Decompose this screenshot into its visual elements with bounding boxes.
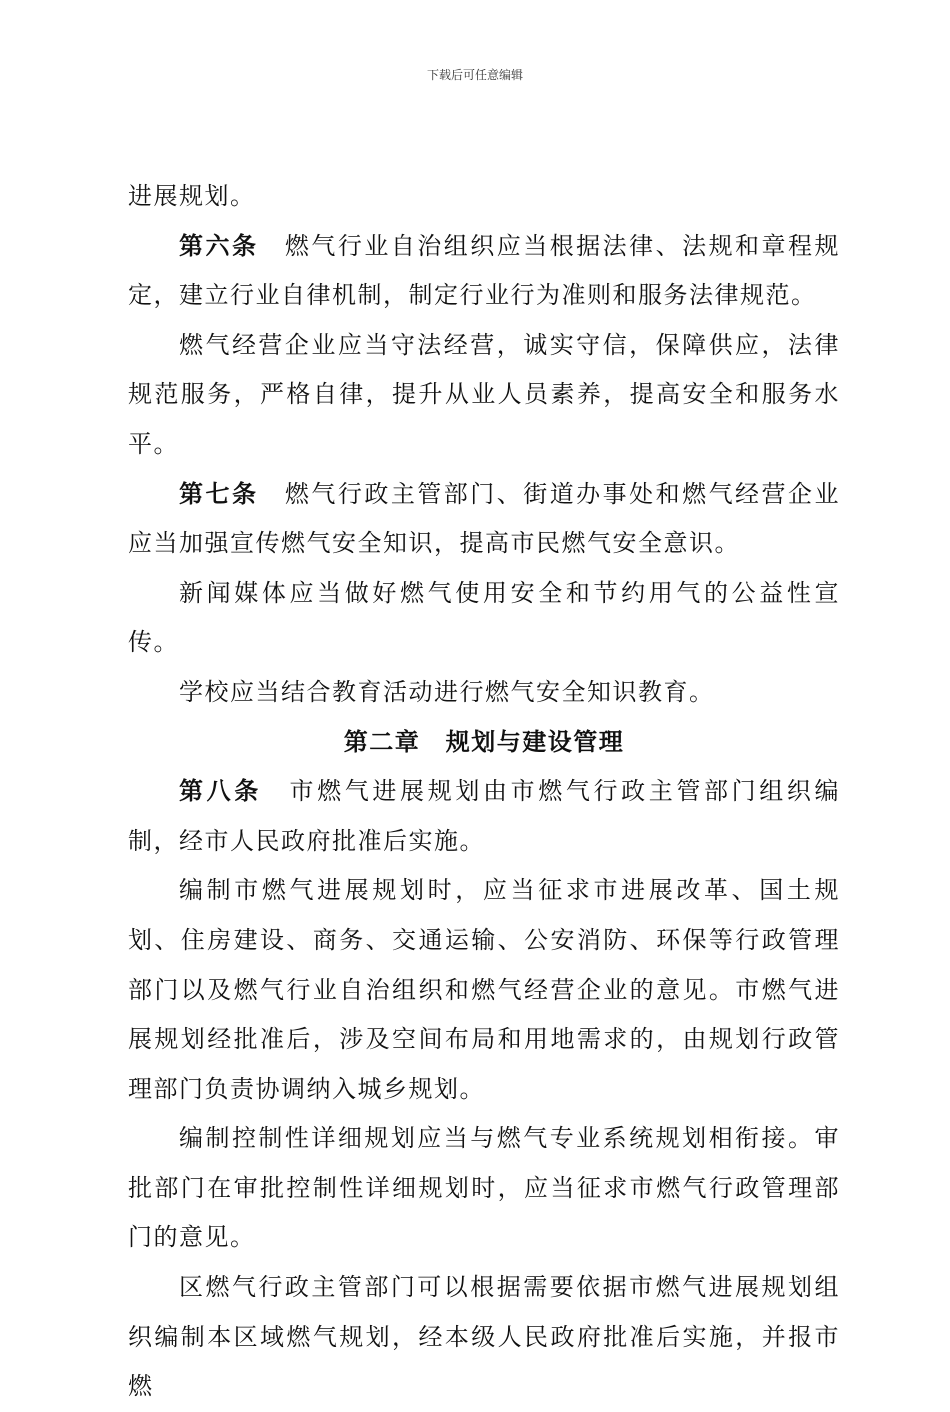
paragraph-continuation: 进展规划。 — [128, 182, 256, 210]
article-7 — [128, 470, 840, 569]
paragraph: 区燃气行政主管部门可以根据需要依据市燃气进展规划组织编制本区域燃气规划，经本级人民政府批准后实施，并报市燃 — [128, 1273, 840, 1401]
paragraph: 编制市燃气进展规划时，应当征求市进展改革、国土规划、住房建设、商务、交通运输、公安消防、环保等行政管理部门以及燃气行业自治组织和燃气经营企业的意见。市燃气进展规划经批准后，涉及空间布局和用地需求的，由规划行政管理部门负责协调纳入城乡规划。 — [128, 876, 840, 1103]
paragraph: 学校应当结合教育活动进行燃气安全知识教育。 — [179, 677, 715, 706]
paragraph: 燃气经营企业应当守法经营，诚实守信，保障供应，法律规范服务，严格自律，提升从业人员素养，提高安全和服务水平。 — [128, 330, 840, 458]
article-text: 燃气行业自治组织应当根据法律、法规和章程规定，建立行业自律机制，制定行业行为准则和服务法律规范。 — [128, 231, 840, 310]
article-text: 市燃气进展规划由市燃气行政主管部门组织编制，经市人民政府批准后实施。 — [128, 777, 841, 855]
document-body — [128, 172, 840, 1412]
article-6 — [128, 222, 840, 321]
page-header: 下载后可任意编辑 — [426, 68, 523, 82]
article-number: 第六条 — [179, 231, 259, 260]
article-number: 第七条 — [179, 479, 259, 508]
paragraph: 新闻媒体应当做好燃气使用安全和节约用气的公益性宣传。 — [128, 578, 840, 657]
article-number: 第八条 — [179, 777, 262, 806]
article-8 — [128, 767, 840, 866]
paragraph: 编制控制性详细规划应当与燃气专业系统规划相衔接。审批部门在审批控制性详细规划时，应当征求市燃气行政管理部门的意见。 — [128, 1124, 840, 1252]
article-text: 燃气行政主管部门、街道办事处和燃气经营企业应当加强宣传燃气安全知识，提高市民燃气安全意识。 — [128, 479, 840, 558]
chapter-heading: 第二章 规划与建设管理 — [343, 727, 625, 756]
